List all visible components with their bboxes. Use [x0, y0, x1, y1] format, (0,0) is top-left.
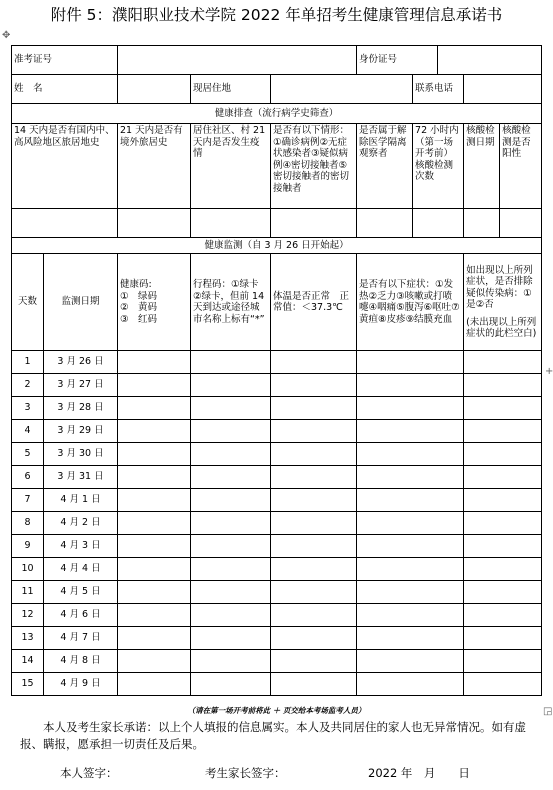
row-exclude-cell[interactable]: [464, 397, 542, 420]
row-symptoms-cell[interactable]: [357, 512, 464, 535]
row-date: 4 月 7 日: [44, 627, 118, 650]
screening-col-test-date: 核酸检测日期: [464, 124, 500, 209]
table-row: [12, 558, 542, 581]
row-health-code-cell[interactable]: [118, 581, 191, 604]
row-trip-code-cell[interactable]: [191, 420, 271, 443]
row-date: 4 月 4 日: [44, 558, 118, 581]
row-exclude-cell[interactable]: [464, 466, 542, 489]
screening-col-quarantine: 是否属于解除医学隔离观察者: [357, 124, 413, 209]
screening-input-quarantine[interactable]: [357, 209, 413, 238]
row-health-code-cell[interactable]: [118, 604, 191, 627]
row-temperature-cell[interactable]: [271, 581, 357, 604]
screening-input-test-positive[interactable]: [500, 209, 542, 238]
table-row: [12, 604, 542, 627]
row-symptoms-cell[interactable]: [357, 673, 464, 696]
add-row-icon[interactable]: +: [545, 366, 553, 377]
screening-input-abroad[interactable]: [118, 209, 191, 238]
row-temperature-cell[interactable]: [271, 650, 357, 673]
phone-field[interactable]: [464, 75, 542, 104]
row-health-code-cell[interactable]: [118, 374, 191, 397]
table-row: [12, 397, 542, 420]
row-day: 14: [12, 650, 44, 673]
row-day: 6: [12, 466, 44, 489]
row-date: 3 月 29 日: [44, 420, 118, 443]
promise-text: 本人及考生家长承诺：以上个人填报的信息属实。本人及共同居住的家人也无异常情况。如有虚报、瞒报，愿承担一切责任及后果。: [20, 720, 526, 751]
row-temperature-cell[interactable]: [271, 535, 357, 558]
address-label: 现居住地: [191, 75, 271, 104]
row-date: 3 月 26 日: [44, 351, 118, 374]
row-exclude-cell[interactable]: [464, 420, 542, 443]
row-temperature-cell[interactable]: [271, 627, 357, 650]
table-row: [12, 443, 542, 466]
table-row: [12, 581, 542, 604]
monitoring-header: 健康监测（自 3 月 26 日开始起）: [12, 238, 542, 254]
screening-input-risk-area[interactable]: [12, 209, 118, 238]
screening-col-community: 居住社区、村 21 天内是否发生疫情: [191, 124, 271, 209]
row-exclude-cell[interactable]: [464, 650, 542, 673]
row-health-code-cell[interactable]: [118, 535, 191, 558]
col-exclude-disease: [464, 254, 542, 351]
row-health-code-cell[interactable]: [118, 627, 191, 650]
col-date: 监测日期: [44, 254, 118, 351]
screening-col-test-count: 72 小时内（第一场开考前）核酸检测次数: [413, 124, 464, 209]
row-symptoms-cell[interactable]: [357, 397, 464, 420]
row-symptoms-cell[interactable]: [357, 604, 464, 627]
row-date: 4 月 1 日: [44, 489, 118, 512]
row-symptoms-cell[interactable]: [357, 558, 464, 581]
address-field[interactable]: [271, 75, 413, 104]
row-date: 4 月 6 日: [44, 604, 118, 627]
row-exclude-cell[interactable]: [464, 673, 542, 696]
row-date: 3 月 31 日: [44, 466, 118, 489]
row-health-code-cell[interactable]: [118, 351, 191, 374]
row-trip-code-cell[interactable]: [191, 351, 271, 374]
row-health-code-cell[interactable]: [118, 420, 191, 443]
row-day: 3: [12, 397, 44, 420]
row-symptoms-cell[interactable]: [357, 581, 464, 604]
row-date: 4 月 9 日: [44, 673, 118, 696]
row-day: 15: [12, 673, 44, 696]
col-temperature: 体温是否正常 正常值：＜37.3℃: [271, 254, 357, 351]
screening-input-community[interactable]: [191, 209, 271, 238]
row-health-code-cell[interactable]: [118, 512, 191, 535]
row-symptoms-cell[interactable]: [357, 535, 464, 558]
name-label: 姓 名: [12, 75, 118, 104]
row-day: 1: [12, 351, 44, 374]
row-health-code-cell[interactable]: [118, 466, 191, 489]
exclude-note: (未出现以上所列症状的此栏空白): [466, 316, 537, 339]
row-symptoms-cell[interactable]: [357, 489, 464, 512]
row-temperature-cell[interactable]: [271, 604, 357, 627]
row-temperature-cell[interactable]: [271, 420, 357, 443]
row-trip-code-cell[interactable]: [191, 650, 271, 673]
col-symptoms: 是否有以下症状：①发热②乏力③咳嗽或打喷嚏④咽痛⑤腹泻⑥呕吐⑦黄疸⑧皮疹⑨结膜充血: [357, 254, 464, 351]
row-day: 8: [12, 512, 44, 535]
table-row: [12, 673, 542, 696]
row-day: 11: [12, 581, 44, 604]
table-row: [12, 627, 542, 650]
row-exclude-cell[interactable]: [464, 512, 542, 535]
health-form-table: [11, 45, 542, 696]
name-field[interactable]: [118, 75, 191, 104]
screening-col-risk-area: 14 天内是否有国内中、高风险地区旅居地史: [12, 124, 118, 209]
row-trip-code-cell[interactable]: [191, 535, 271, 558]
row-trip-code-cell[interactable]: [191, 627, 271, 650]
row-health-code-cell[interactable]: [118, 489, 191, 512]
table-row: [12, 466, 542, 489]
table-row: [12, 535, 542, 558]
row-exclude-cell[interactable]: [464, 581, 542, 604]
row-temperature-cell[interactable]: [271, 466, 357, 489]
col-day: 天数: [12, 254, 44, 351]
signature-date: 2022 年 月 日: [368, 766, 470, 780]
exam-no-field[interactable]: [118, 46, 357, 75]
row-health-code-cell[interactable]: [118, 650, 191, 673]
screening-header: 健康排查（流行病学史筛查）: [12, 104, 542, 124]
row-symptoms-cell[interactable]: [357, 627, 464, 650]
exclude-question: 如出现以上所列症状，是否排除疑似传染病：①是②否: [466, 264, 533, 310]
page-title: 附件 5：濮阳职业技术学院 2022 年单招考生健康管理信息承诺书: [50, 6, 503, 24]
row-date: 4 月 2 日: [44, 512, 118, 535]
screening-input-test-count[interactable]: [413, 209, 464, 238]
row-exclude-cell[interactable]: [464, 535, 542, 558]
exam-no-label: 准考证号: [12, 46, 118, 75]
row-date: 4 月 8 日: [44, 650, 118, 673]
health-code-green: ① 绿码: [120, 290, 158, 302]
row-exclude-cell[interactable]: [464, 558, 542, 581]
row-day: 12: [12, 604, 44, 627]
resize-handle-icon[interactable]: ◲: [543, 706, 553, 717]
health-code-yellow: ② 黄码: [120, 302, 158, 313]
row-exclude-cell[interactable]: [464, 351, 542, 374]
row-symptoms-cell[interactable]: [357, 351, 464, 374]
row-date: 3 月 30 日: [44, 443, 118, 466]
id-no-field[interactable]: [438, 46, 542, 75]
health-code-red: ③ 红码: [120, 313, 158, 325]
row-health-code-cell[interactable]: [118, 558, 191, 581]
row-exclude-cell[interactable]: [464, 489, 542, 512]
row-date: 4 月 3 日: [44, 535, 118, 558]
row-date: 3 月 28 日: [44, 397, 118, 420]
health-code-title: 健康码:: [120, 279, 152, 290]
row-day: 2: [12, 374, 44, 397]
row-day: 7: [12, 489, 44, 512]
row-exclude-cell[interactable]: [464, 443, 542, 466]
submit-note: （请在第一场开考前将此 ＋ 页交给本考场监考人员）: [187, 706, 366, 715]
row-temperature-cell[interactable]: [271, 374, 357, 397]
row-day: 5: [12, 443, 44, 466]
row-symptoms-cell[interactable]: [357, 420, 464, 443]
table-row: [12, 351, 542, 374]
row-symptoms-cell[interactable]: [357, 650, 464, 673]
table-row: [12, 420, 542, 443]
table-row: [12, 374, 542, 397]
row-day: 9: [12, 535, 44, 558]
row-temperature-cell[interactable]: [271, 397, 357, 420]
screening-col-test-positive: 核酸检测是否阳性: [500, 124, 542, 209]
row-trip-code-cell[interactable]: [191, 374, 271, 397]
parent-signature-label: 考生家长签字：: [205, 766, 286, 780]
row-symptoms-cell[interactable]: [357, 443, 464, 466]
phone-label: 联系电话: [413, 75, 464, 104]
screening-input-contact[interactable]: [271, 209, 357, 238]
row-trip-code-cell[interactable]: [191, 466, 271, 489]
row-temperature-cell[interactable]: [271, 443, 357, 466]
row-trip-code-cell[interactable]: [191, 558, 271, 581]
row-trip-code-cell[interactable]: [191, 443, 271, 466]
row-temperature-cell[interactable]: [271, 512, 357, 535]
row-temperature-cell[interactable]: [271, 489, 357, 512]
table-row: [12, 650, 542, 673]
row-symptoms-cell[interactable]: [357, 466, 464, 489]
self-signature-label: 本人签字：: [60, 766, 118, 780]
row-exclude-cell[interactable]: [464, 627, 542, 650]
row-health-code-cell[interactable]: [118, 443, 191, 466]
row-temperature-cell[interactable]: [271, 673, 357, 696]
table-row: [12, 512, 542, 535]
row-trip-code-cell[interactable]: [191, 512, 271, 535]
col-trip-code: 行程码：①绿卡 ②绿卡，但前 14 天到达或途径城市名称上标有“*”: [191, 254, 271, 351]
move-handle-icon[interactable]: ✥: [2, 30, 11, 41]
row-health-code-cell[interactable]: [118, 397, 191, 420]
screening-input-test-date[interactable]: [464, 209, 500, 238]
row-health-code-cell[interactable]: [118, 673, 191, 696]
row-symptoms-cell[interactable]: [357, 374, 464, 397]
row-temperature-cell[interactable]: [271, 351, 357, 374]
row-date: 3 月 27 日: [44, 374, 118, 397]
row-day: 4: [12, 420, 44, 443]
row-trip-code-cell[interactable]: [191, 604, 271, 627]
row-temperature-cell[interactable]: [271, 558, 357, 581]
row-trip-code-cell[interactable]: [191, 489, 271, 512]
row-day: 13: [12, 627, 44, 650]
row-exclude-cell[interactable]: [464, 604, 542, 627]
col-health-code: [118, 254, 191, 351]
table-row: [12, 489, 542, 512]
screening-col-abroad: 21 天内是否有境外旅居史: [118, 124, 191, 209]
row-trip-code-cell[interactable]: [191, 581, 271, 604]
row-day: 10: [12, 558, 44, 581]
row-trip-code-cell[interactable]: [191, 397, 271, 420]
screening-col-contact: 是否有以下情形：①确诊病例②无症状感染者③疑似病例④密切接触者⑤密切接触者的密切接触者: [271, 124, 357, 209]
row-trip-code-cell[interactable]: [191, 673, 271, 696]
id-no-label: 身份证号: [357, 46, 438, 75]
row-date: 4 月 5 日: [44, 581, 118, 604]
row-exclude-cell[interactable]: [464, 374, 542, 397]
